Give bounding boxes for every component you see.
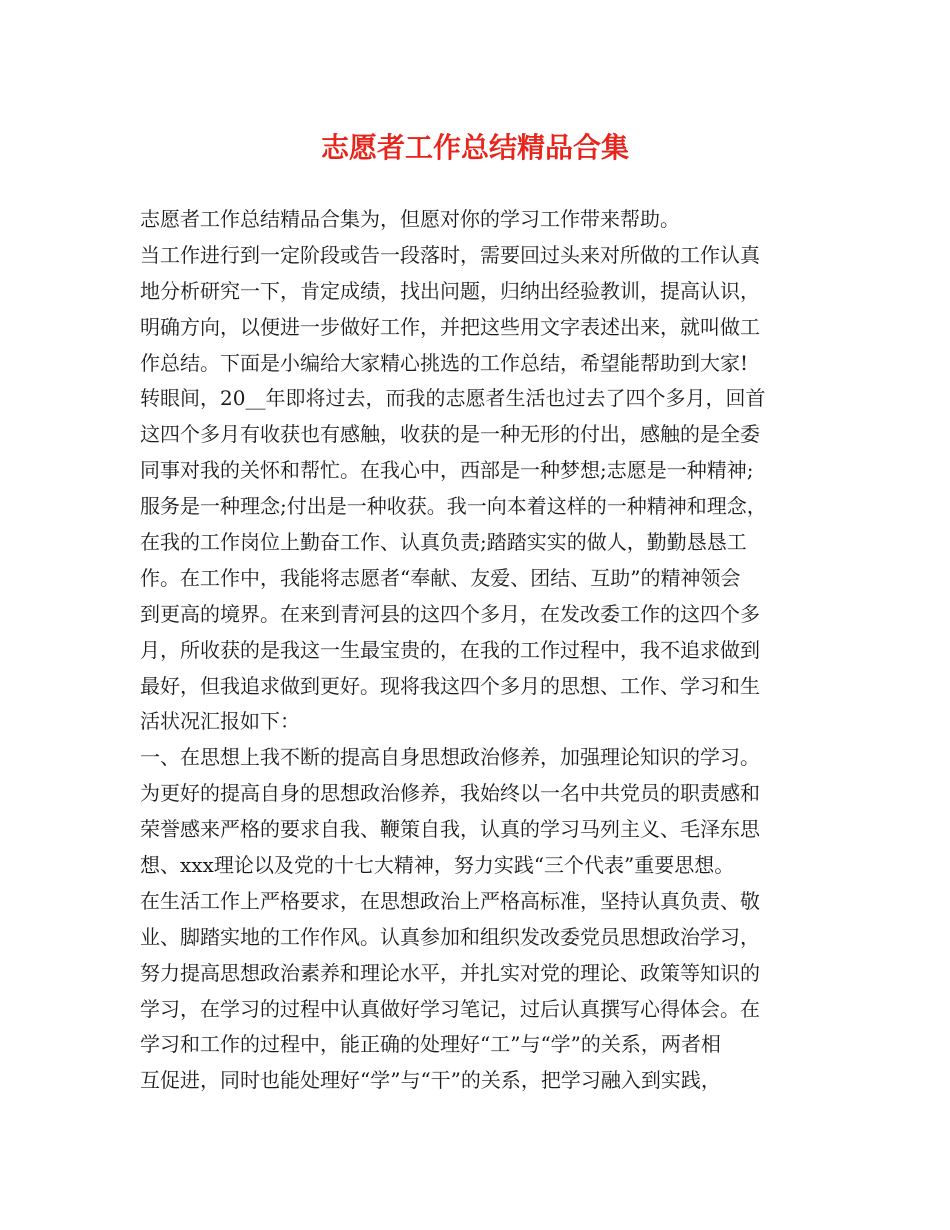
text-line: 月，所收获的是我这一生最宝贵的，在我的工作过程中，我不追求做到 (140, 637, 760, 662)
text-line: 志愿者工作总结精品合集为，但愿对你的学习工作带来帮助。 (140, 207, 680, 231)
document-body (140, 202, 830, 1099)
text-line: 作总结。下面是小编给大家精心挑选的工作总结，希望能帮助到大家! (140, 350, 749, 375)
text-line: 在我的工作岗位上勤奋工作、认真负责;踏踏实实的做人，勤勤恳恳工 (140, 530, 747, 555)
document-title: 志愿者工作总结精品合集 (320, 131, 629, 164)
text-line: 地分析研究一下，肯定成绩，找出问题，归纳出经验教训，提高认识， (140, 278, 760, 303)
text-line: 作。在工作中，我能将志愿者“奉献、友爱、团结、互助”的精神领会 (140, 565, 741, 590)
text-line: 一、在思想上我不断的提高自身思想政治修养，加强理论知识的学习。 (140, 745, 760, 770)
text-line: 想、xxx理论以及党的十七大精神，努力实践“三个代表”重要思想。 (140, 853, 735, 878)
text-line: 到更高的境界。在来到青河县的这四个多月，在发改委工作的这四个多 (140, 601, 760, 626)
text-line: 互促进，同时也能处理好“学”与“干”的关系，把学习融入到实践， (140, 1068, 721, 1093)
text-line: 努力提高思想政治素养和理论水平，并扎实对党的理论、政策等知识的 (140, 960, 760, 985)
text-line: 服务是一种理念;付出是一种收获。我一向本着这样的一种精神和理念， (140, 494, 767, 519)
text-line: 活状况汇报如下： (140, 709, 300, 734)
text-line: 荣誉感来严格的要求自我、鞭策自我，认真的学习马列主义、毛泽东思 (140, 817, 760, 842)
text-line: 转眼间，20__年即将过去，而我的志愿者生活也过去了四个多月，回首 (140, 386, 766, 411)
text-line: 为更好的提高自身的思想政治修养，我始终以一名中共党员的职责感和 (140, 781, 760, 806)
text-line: 当工作进行到一定阶段或告一段落时，需要回过头来对所做的工作认真 (140, 242, 760, 267)
text-line: 在生活工作上严格要求，在思想政治上严格高标准，坚持认真负责、敬 (140, 888, 760, 913)
text-line: 学习，在学习的过程中认真做好学习笔记，过后认真撰写心得体会。在 (140, 996, 760, 1021)
text-line: 学习和工作的过程中，能正确的处理好“工”与“学”的关系，两者相 (140, 1032, 721, 1057)
text-line: 最好，但我追求做到更好。现将我这四个多月的思想、工作、学习和生 (140, 673, 760, 698)
text-line: 这四个多月有收获也有感触，收获的是一种无形的付出，感触的是全委 (140, 422, 760, 447)
text-line: 业、脚踏实地的工作作风。认真参加和组织发改委党员思想政治学习， (140, 924, 760, 949)
text-line: 同事对我的关怀和帮忙。在我心中，西部是一种梦想;志愿是一种精神; (140, 458, 754, 483)
text-line: 明确方向，以便进一步做好工作，并把这些用文字表述出来，就叫做工 (140, 314, 760, 339)
